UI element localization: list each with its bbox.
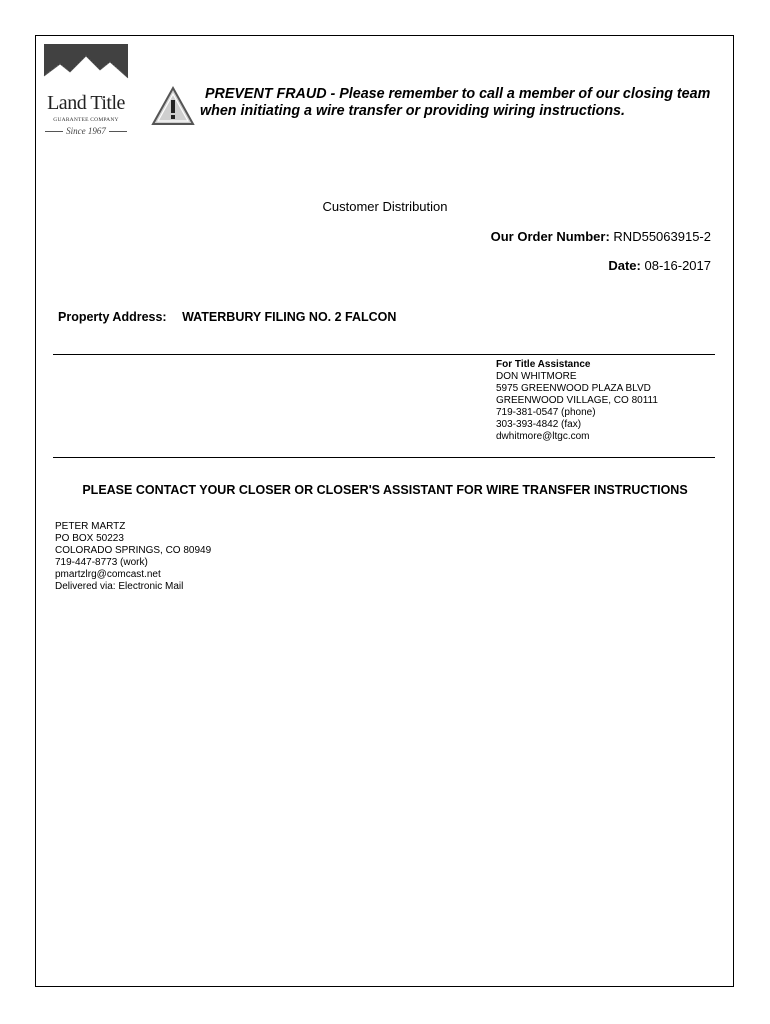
warning-triangle-icon [150, 85, 196, 127]
order-number [491, 229, 711, 244]
order-number-value: RND55063915-2 [613, 229, 711, 244]
page-border [35, 35, 734, 987]
recipient-address-1: PO BOX 50223 [55, 533, 124, 544]
title-assistance-email[interactable]: dwhitmore@ltgc.com [496, 431, 590, 442]
logo-since: Since 1967 [42, 126, 130, 136]
title-assistance-heading: For Title Assistance [496, 359, 591, 370]
property-address [58, 310, 396, 324]
divider-top [53, 354, 715, 355]
title-assistance-name: DON WHITMORE [496, 371, 577, 382]
title-assistance-address-1: 5975 GREENWOOD PLAZA BLVD [496, 383, 651, 394]
date-label: Date: [608, 258, 641, 273]
recipient-block [55, 521, 211, 593]
recipient-delivery-method: Delivered via: Electronic Mail [55, 581, 184, 592]
recipient-address-2: COLORADO SPRINGS, CO 80949 [55, 545, 212, 556]
wire-transfer-notice: PLEASE CONTACT YOUR CLOSER OR CLOSER'S ASSISTANT FOR WIRE TRANSFER INSTRUCTIONS [82, 483, 688, 497]
fraud-notice [200, 86, 720, 120]
property-address-value: WATERBURY FILING NO. 2 FALCON [182, 310, 397, 324]
title-assistance-address-2: GREENWOOD VILLAGE, CO 80111 [496, 395, 658, 406]
company-logo [42, 42, 130, 142]
title-assistance-phone: 719-381-0547 (phone) [496, 407, 596, 418]
order-number-label: Our Order Number: [490, 229, 610, 244]
logo-wordmark: Land Title [47, 92, 125, 114]
title-assistance-block [496, 359, 658, 443]
recipient-email[interactable]: pmartzlrg@comcast.net [55, 569, 161, 580]
document-date [608, 258, 711, 273]
date-value: 08-16-2017 [644, 258, 711, 273]
title-assistance-fax: 303-393-4842 (fax) [496, 419, 582, 430]
mountain-logo-icon [42, 42, 130, 94]
fraud-notice-line-2: when initiating a wire transfer or providing wiring instructions. [200, 103, 625, 119]
recipient-name: PETER MARTZ [55, 521, 126, 532]
distribution-label: Customer Distribution [322, 199, 448, 214]
fraud-notice-line-1: PREVENT FRAUD - Please remember to call a member of our closing team [205, 86, 711, 102]
logo-subtitle: GUARANTEE COMPANY [53, 117, 119, 123]
property-address-label: Property Address: [58, 310, 167, 324]
divider-bottom [53, 457, 715, 458]
recipient-phone: 719-447-8773 (work) [55, 557, 148, 568]
